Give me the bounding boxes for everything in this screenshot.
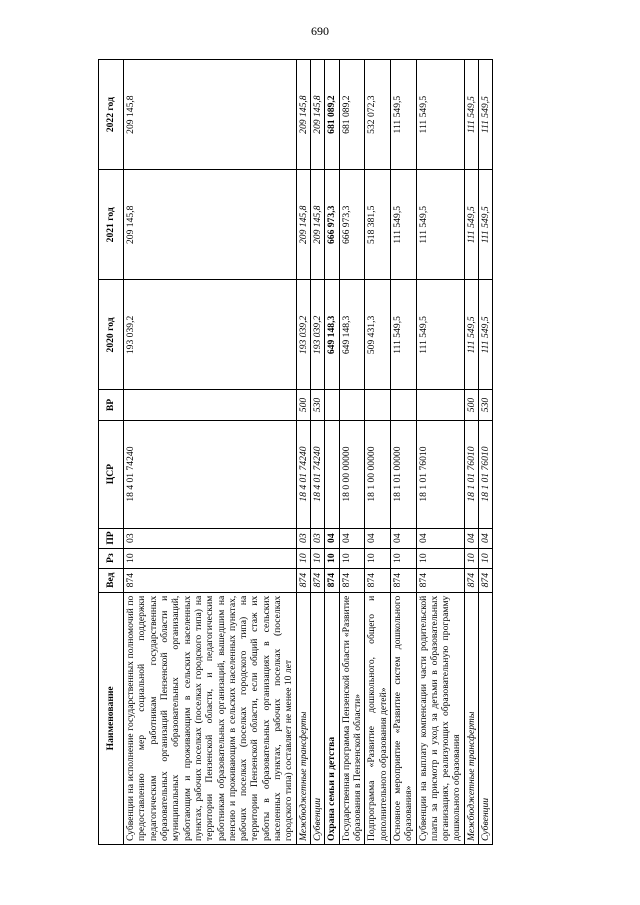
- cell-vr: [339, 390, 365, 420]
- cell-csr: 18 0 00 00000: [339, 420, 365, 528]
- cell-pr: 03: [124, 528, 297, 548]
- cell-y2022: 209 145,8: [311, 60, 325, 170]
- cell-rz: 10: [416, 548, 464, 568]
- cell-rz: 10: [124, 548, 297, 568]
- cell-vr: 500: [464, 390, 478, 420]
- cell-ved: 874: [464, 568, 478, 592]
- header-cell: ЦСР: [99, 420, 124, 528]
- cell-y2020: 649 148,3: [325, 280, 339, 390]
- table-row: [390, 60, 416, 845]
- cell-ved: 874: [325, 568, 339, 592]
- cell-vr: 500: [296, 390, 310, 420]
- cell-y2022: 681 089,2: [325, 60, 339, 170]
- table-row: [479, 60, 493, 845]
- cell-pr: 03: [311, 528, 325, 548]
- cell-csr: 18 1 01 76010: [479, 420, 493, 528]
- cell-y2021: 666 973,3: [339, 170, 365, 280]
- header-cell: 2022 год: [99, 60, 124, 170]
- table-row: [296, 60, 310, 845]
- cell-y2022: 111 549,5: [464, 60, 478, 170]
- cell-y2020: 509 431,3: [365, 280, 391, 390]
- cell-csr: 18 4 01 74240: [124, 420, 297, 528]
- cell-name: Основное мероприятие «Развитие систем дошкольного образования»: [390, 592, 416, 844]
- cell-ved: 874: [479, 568, 493, 592]
- cell-y2021: 209 145,8: [124, 170, 297, 280]
- cell-y2020: 111 549,5: [464, 280, 478, 390]
- cell-y2020: 111 549,5: [416, 280, 464, 390]
- cell-name: Охрана семьи и детства: [325, 592, 339, 844]
- cell-y2021: 111 549,5: [416, 170, 464, 280]
- cell-pr: 04: [365, 528, 391, 548]
- cell-rz: 10: [365, 548, 391, 568]
- cell-y2022: 111 549,5: [479, 60, 493, 170]
- cell-y2020: 111 549,5: [479, 280, 493, 390]
- cell-rz: 10: [390, 548, 416, 568]
- cell-csr: 18 1 00 00000: [365, 420, 391, 528]
- cell-vr: [365, 390, 391, 420]
- rotated-table-area: [98, 59, 558, 845]
- cell-y2022: 532 072,3: [365, 60, 391, 170]
- cell-name: Государственная программа Пензенской области «Развитие образования в Пензенской области»: [339, 592, 365, 844]
- cell-ved: 874: [416, 568, 464, 592]
- cell-y2022: 681 089,2: [339, 60, 365, 170]
- cell-ved: 874: [365, 568, 391, 592]
- page-number: 690: [311, 24, 329, 38]
- cell-vr: [124, 390, 297, 420]
- cell-name: Подпрограмма «Развитие дошкольного, общего и дополнительного образования детей»: [365, 592, 391, 844]
- cell-name: Межбюджетные трансферты: [464, 592, 478, 844]
- cell-vr: [325, 390, 339, 420]
- cell-vr: [416, 390, 464, 420]
- cell-ved: 874: [124, 568, 297, 592]
- cell-pr: 03: [296, 528, 310, 548]
- cell-y2022: 209 145,8: [296, 60, 310, 170]
- cell-ved: 874: [311, 568, 325, 592]
- cell-y2021: 111 549,5: [390, 170, 416, 280]
- cell-vr: [390, 390, 416, 420]
- cell-vr: 530: [479, 390, 493, 420]
- header-cell: Рз: [99, 548, 124, 568]
- cell-y2022: 111 549,5: [416, 60, 464, 170]
- table-row: [325, 60, 339, 845]
- cell-pr: 04: [416, 528, 464, 548]
- cell-y2021: 111 549,5: [479, 170, 493, 280]
- table-row: [339, 60, 365, 845]
- cell-rz: 10: [479, 548, 493, 568]
- cell-y2021: 209 145,8: [311, 170, 325, 280]
- cell-ved: 874: [339, 568, 365, 592]
- cell-csr: 18 4 01 74240: [296, 420, 310, 528]
- cell-csr: 18 1 01 00000: [390, 420, 416, 528]
- budget-table: [98, 59, 493, 845]
- cell-csr: [325, 420, 339, 528]
- cell-y2020: 193 039,2: [311, 280, 325, 390]
- cell-name: Субвенции: [311, 592, 325, 844]
- table-row: [311, 60, 325, 845]
- cell-rz: 10: [339, 548, 365, 568]
- cell-vr: 530: [311, 390, 325, 420]
- cell-y2020: 193 039,2: [124, 280, 297, 390]
- cell-pr: 04: [479, 528, 493, 548]
- header-cell: Вед: [99, 568, 124, 592]
- cell-y2021: 209 145,8: [296, 170, 310, 280]
- cell-rz: 10: [325, 548, 339, 568]
- cell-y2021: 111 549,5: [464, 170, 478, 280]
- cell-pr: 04: [325, 528, 339, 548]
- cell-name: Субвенции: [479, 592, 493, 844]
- cell-y2022: 111 549,5: [390, 60, 416, 170]
- cell-y2020: 193 039,2: [296, 280, 310, 390]
- header-cell: 2021 год: [99, 170, 124, 280]
- cell-y2022: 209 145,8: [124, 60, 297, 170]
- cell-name: Субвенции на исполнение государственных полномочий по предоставлению мер социальной поддержки педагогическим работникам государственных образовательных организаций Пензенской области и муниципальных образовательных организаций, работающим и проживающим в сельских населенных пунктах, рабочих поселках (поселках городского типа) на территории Пензенской области, и педагогическим работникам образовательных организаций, вышедшим на пенсию и проживающим в сельских населенных пунктах, рабочих поселках (поселках городского типа) на территории Пензенской области, если общий стаж их работы в образовательных организациях в сельских населенных пунктах, рабочих поселках (поселках городского типа) составляет не менее 10 лет: [124, 592, 297, 844]
- cell-ved: 874: [296, 568, 310, 592]
- cell-name: Субвенции на выплату компенсации части родительской платы за присмотр и уход за детьми в образовательных организациях, реализующих образовательную программу дошкольного образования: [416, 592, 464, 844]
- header-cell: ВР: [99, 390, 124, 420]
- cell-csr: 18 4 01 74240: [311, 420, 325, 528]
- cell-pr: 04: [464, 528, 478, 548]
- cell-pr: 04: [339, 528, 365, 548]
- table-row: [464, 60, 478, 845]
- cell-ved: 874: [390, 568, 416, 592]
- cell-pr: 04: [390, 528, 416, 548]
- cell-rz: 10: [311, 548, 325, 568]
- table-header-row: [99, 60, 124, 845]
- cell-y2021: 666 973,3: [325, 170, 339, 280]
- header-cell: ПР: [99, 528, 124, 548]
- table-row: [365, 60, 391, 845]
- cell-name: Межбюджетные трансферты: [296, 592, 310, 844]
- cell-csr: 18 1 01 76010: [464, 420, 478, 528]
- table-row: [416, 60, 464, 845]
- header-cell: Наименование: [99, 592, 124, 844]
- cell-rz: 10: [464, 548, 478, 568]
- cell-rz: 10: [296, 548, 310, 568]
- cell-y2020: 649 148,3: [339, 280, 365, 390]
- cell-y2020: 111 549,5: [390, 280, 416, 390]
- cell-csr: 18 1 01 76010: [416, 420, 464, 528]
- header-cell: 2020 год: [99, 280, 124, 390]
- table-row: [124, 60, 297, 845]
- cell-y2021: 518 381,5: [365, 170, 391, 280]
